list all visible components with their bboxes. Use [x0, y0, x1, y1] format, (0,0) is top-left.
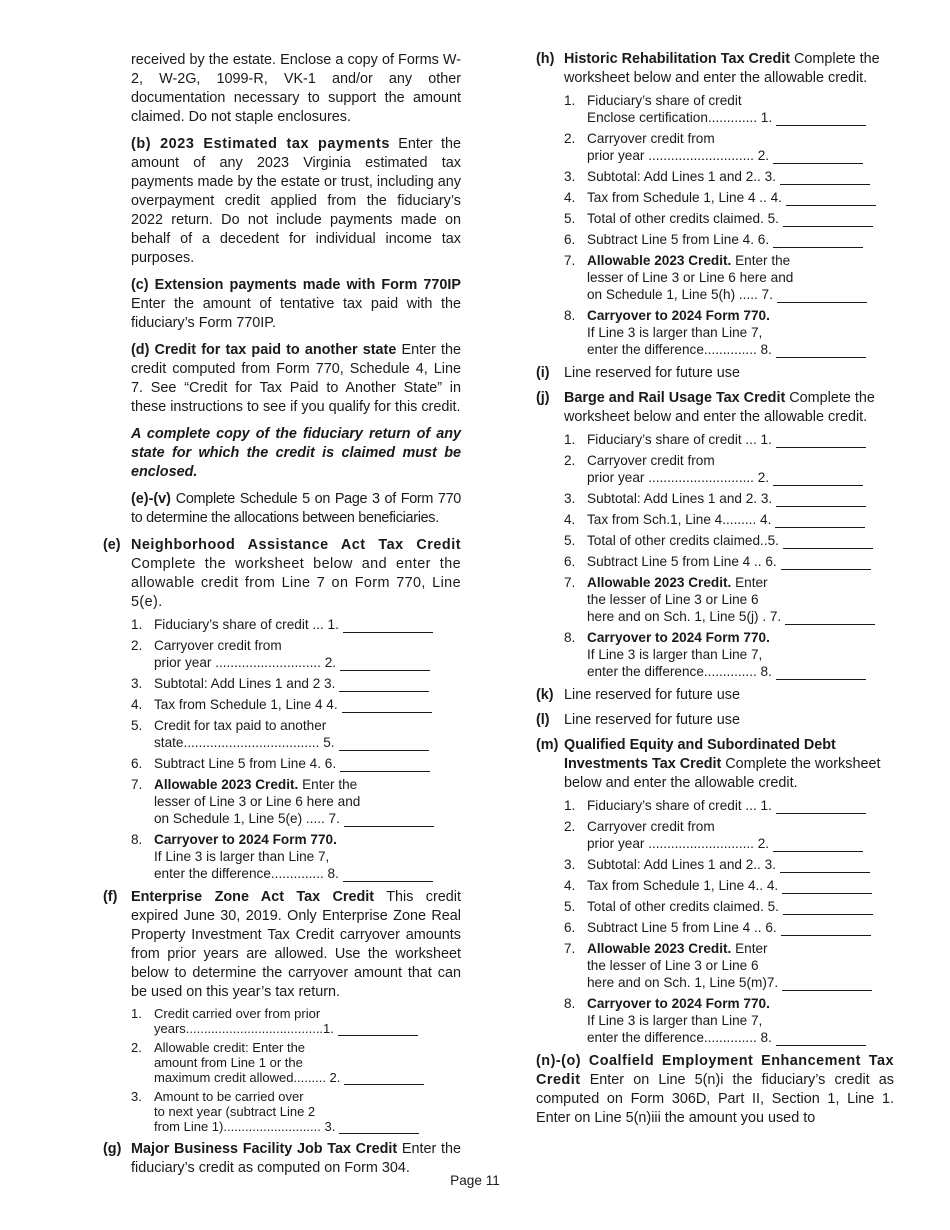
worksheet-item: 8. Carryover to 2024 Form 770. If Line 3 is larger than Line 7, enter the difference.............. 8. — [564, 629, 894, 680]
entry-line — [776, 667, 866, 680]
section-d-title: (d) Credit for tax paid to another state — [131, 342, 397, 358]
section-i-label: (i) — [536, 365, 550, 381]
worksheet-item: 3. Subtotal: Add Lines 1 and 2. 3. — [564, 490, 894, 507]
entry-line — [776, 435, 866, 448]
section-g-text: Enter the fiduciary’s credit as computed on Form 304. — [131, 1141, 461, 1176]
section-k-label: (k) — [536, 687, 554, 703]
entry-line — [785, 612, 875, 625]
section-e-label: (e) — [103, 537, 121, 553]
section-e-title: Neighborhood Assistance Act Tax Credit — [131, 537, 461, 553]
worksheet-item: 4. Tax from Schedule 1, Line 4 .. 4. — [564, 189, 894, 206]
entry-line — [340, 759, 430, 772]
section-f — [103, 888, 461, 1002]
worksheet-item: 5. Total of other credits claimed. 5. — [564, 210, 894, 227]
worksheet-item: 8. Carryover to 2024 Form 770. If Line 3 is larger than Line 7, enter the difference.............. 8. — [564, 307, 894, 358]
section-h-label: (h) — [536, 51, 555, 67]
entry-line — [780, 860, 870, 873]
section-l-text: Line reserved for future use — [564, 712, 740, 728]
section-h-text: Complete the worksheet below and enter the allowable credit. — [564, 51, 880, 86]
entry-line — [780, 172, 870, 185]
section-f-label: (f) — [103, 889, 118, 905]
worksheet-item: 3. Subtotal: Add Lines 1 and 2.. 3. — [564, 168, 894, 185]
section-k — [536, 686, 894, 705]
section-k-text: Line reserved for future use — [564, 687, 740, 703]
entry-line — [344, 1072, 424, 1085]
worksheet-item: 4. Tax from Sch.1, Line 4......... 4. — [564, 511, 894, 528]
entry-line — [786, 193, 876, 206]
entry-line — [782, 881, 872, 894]
section-c — [131, 276, 461, 333]
section-j — [536, 389, 894, 427]
entry-line — [776, 494, 866, 507]
worksheet-item: 6. Subtract Line 5 from Line 4. 6. — [131, 755, 461, 772]
entry-line — [773, 235, 863, 248]
entry-line — [776, 113, 866, 126]
worksheet-item: 6. Subtract Line 5 from Line 4. 6. — [564, 231, 894, 248]
section-l-label: (l) — [536, 712, 550, 728]
entry-line — [782, 978, 872, 991]
section-e-worksheet — [131, 616, 461, 882]
entry-line — [343, 869, 433, 882]
worksheet-item: 3. Amount to be carried over to next year (subtract Line 2 from Line 1)........................... 3. — [131, 1089, 461, 1134]
worksheet-item: 2. Carryover credit from prior year ............................ 2. — [564, 130, 894, 164]
entry-line — [773, 151, 863, 164]
worksheet-item: 1. Fiduciary’s share of credit ... 1. — [564, 431, 894, 448]
right-column — [536, 50, 894, 1128]
section-h — [536, 50, 894, 88]
worksheet-item: 8. Carryover to 2024 Form 770. If Line 3 is larger than Line 7, enter the difference.............. 8. — [564, 995, 894, 1046]
worksheet-item: 7. Allowable 2023 Credit. Enter the lesser of Line 3 or Line 6 here and on Sch. 1, Line 5(m)7. — [564, 940, 894, 991]
entry-line — [776, 1033, 866, 1046]
section-c-text: Enter the amount of tentative tax paid with the fiduciary’s Form 770IP. — [131, 296, 461, 331]
section-j-worksheet — [564, 431, 894, 680]
section-j-title: Barge and Rail Usage Tax Credit — [564, 390, 786, 406]
entry-line — [339, 738, 429, 751]
entry-line — [340, 658, 430, 671]
worksheet-item: 7. Allowable 2023 Credit. Enter the lesser of Line 3 or Line 6 here and on Sch. 1, Line 5(j) . 7. — [564, 574, 894, 625]
section-m-worksheet — [564, 797, 894, 1046]
worksheet-item: 1. Credit carried over from prior years......................................1. — [131, 1006, 461, 1036]
entry-line — [338, 1023, 418, 1036]
worksheet-item: 2. Carryover credit from prior year ............................ 2. — [564, 452, 894, 486]
entry-line — [783, 214, 873, 227]
entry-line — [776, 345, 866, 358]
worksheet-item: 3. Subtotal: Add Lines 1 and 2.. 3. — [564, 856, 894, 873]
entry-line — [781, 923, 871, 936]
worksheet-item: 2. Carryover credit from prior year ............................ 2. — [564, 818, 894, 852]
section-m-text: Complete the worksheet below and enter the allowable credit. — [564, 756, 881, 791]
entry-line — [339, 1121, 419, 1134]
entry-line — [343, 620, 433, 633]
left-column — [103, 50, 461, 1182]
worksheet-item: 7. Allowable 2023 Credit. Enter the lesser of Line 3 or Line 6 here and on Schedule 1, Line 5(e) ..... 7. — [131, 776, 461, 827]
section-b — [131, 135, 461, 268]
worksheet-item: 2. Allowable credit: Enter the amount from Line 1 or the maximum credit allowed......... 2. — [131, 1040, 461, 1085]
section-m-title: Qualified Equity and Subordinated Debt Investments Tax Credit — [564, 737, 836, 772]
section-ev-title: (e)-(v) — [131, 491, 171, 507]
page-number: Page 11 — [450, 1173, 500, 1188]
section-d — [131, 341, 461, 417]
worksheet-item: 4. Tax from Schedule 1, Line 4 4. — [131, 696, 461, 713]
worksheet-item: 1. Fiduciary’s share of credit Enclose certification............. 1. — [564, 92, 894, 126]
section-d-note: A complete copy of the fiduciary return of any state for which the credit is claimed must be enclosed. — [131, 426, 461, 480]
worksheet-item: 6. Subtract Line 5 from Line 4 .. 6. — [564, 553, 894, 570]
worksheet-item: 5. Total of other credits claimed..5. — [564, 532, 894, 549]
section-j-label: (j) — [536, 390, 550, 406]
worksheet-item: 3. Subtotal: Add Lines 1 and 2 3. — [131, 675, 461, 692]
section-f-title: Enterprise Zone Act Tax Credit — [131, 889, 375, 905]
section-e-text: Complete the worksheet below and enter the allowable credit from Line 7 on Form 770, Line 5(e). — [131, 556, 461, 610]
section-c-title: (c) Extension payments made with Form 770IP — [131, 277, 461, 293]
worksheet-item: 7. Allowable 2023 Credit. Enter the lesser of Line 3 or Line 6 here and on Schedule 1, Line 5(h) ..... 7. — [564, 252, 894, 303]
section-i — [536, 364, 894, 383]
worksheet-item: 1. Fiduciary’s share of credit ... 1. — [131, 616, 461, 633]
intro-paragraph: received by the estate. Enclose a copy of Forms W-2, W-2G, 1099-R, VK-1 and/or any other documentation necessary to support the amount claimed. Do not staple enclosures. — [131, 52, 461, 125]
entry-line — [777, 290, 867, 303]
section-h-title: Historic Rehabilitation Tax Credit — [564, 51, 791, 67]
section-e — [103, 536, 461, 612]
section-l — [536, 711, 894, 730]
section-ev — [131, 490, 461, 528]
section-m — [536, 736, 894, 793]
entry-line — [342, 700, 432, 713]
entry-line — [776, 801, 866, 814]
entry-line — [339, 679, 429, 692]
worksheet-item: 6. Subtract Line 5 from Line 4 .. 6. — [564, 919, 894, 936]
section-i-text: Line reserved for future use — [564, 365, 740, 381]
worksheet-item: 4. Tax from Schedule 1, Line 4.. 4. — [564, 877, 894, 894]
section-j-text: Complete the worksheet below and enter the allowable credit. — [564, 390, 875, 425]
section-f-worksheet — [131, 1006, 461, 1134]
worksheet-item: 5. Credit for tax paid to another state.................................... 5. — [131, 717, 461, 751]
section-b-title: (b) 2023 Estimated tax payments — [131, 136, 390, 152]
section-b-text: Enter the amount of any 2023 Virginia estimated tax payments made by the estate or trust, including any overpayment credit applied from the fiduciary’s 2022 return. Do not include payments made on behalf of a decedent for individual income tax purposes. — [131, 136, 461, 266]
entry-line — [783, 902, 873, 915]
entry-line — [781, 557, 871, 570]
entry-line — [773, 839, 863, 852]
section-m-label: (m) — [536, 737, 559, 753]
section-h-worksheet — [564, 92, 894, 358]
section-d-text: Enter the credit computed from Form 770, Schedule 4, Line 7. See “Credit for Tax Paid to Another State” in these instructions to see if you qualify for this credit. — [131, 342, 461, 415]
section-g-title: Major Business Facility Job Tax Credit — [131, 1141, 398, 1157]
entry-line — [783, 536, 873, 549]
entry-line — [344, 814, 434, 827]
worksheet-item: 2. Carryover credit from prior year ............................ 2. — [131, 637, 461, 671]
section-no-title: (n)-(o) Coalfield Employment Enhancement Tax Credit — [536, 1053, 894, 1088]
entry-line — [773, 473, 863, 486]
entry-line — [775, 515, 865, 528]
worksheet-item: 5. Total of other credits claimed. 5. — [564, 898, 894, 915]
section-no — [536, 1052, 894, 1128]
worksheet-item: 8. Carryover to 2024 Form 770. If Line 3 is larger than Line 7, enter the difference.............. 8. — [131, 831, 461, 882]
worksheet-item: 1. Fiduciary’s share of credit ... 1. — [564, 797, 894, 814]
section-g-label: (g) — [103, 1141, 122, 1157]
section-no-text: Enter on Line 5(n)i the fiduciary’s credit as computed on Form 306D, Part II, Section 1, Line 1. Enter on Line 5(n)iii the amount you used to — [536, 1072, 894, 1126]
section-ev-text: Complete Schedule 5 on Page 3 of Form 770 to determine the allocations between beneficiaries. — [131, 491, 461, 526]
section-f-text: This credit expired June 30, 2019. Only Enterprise Zone Real Property Investment Tax Credit carryover amounts from prior years are allowed. Use the worksheet below to determine the carryover amount that can be used on this year’s tax return. — [131, 889, 461, 1000]
